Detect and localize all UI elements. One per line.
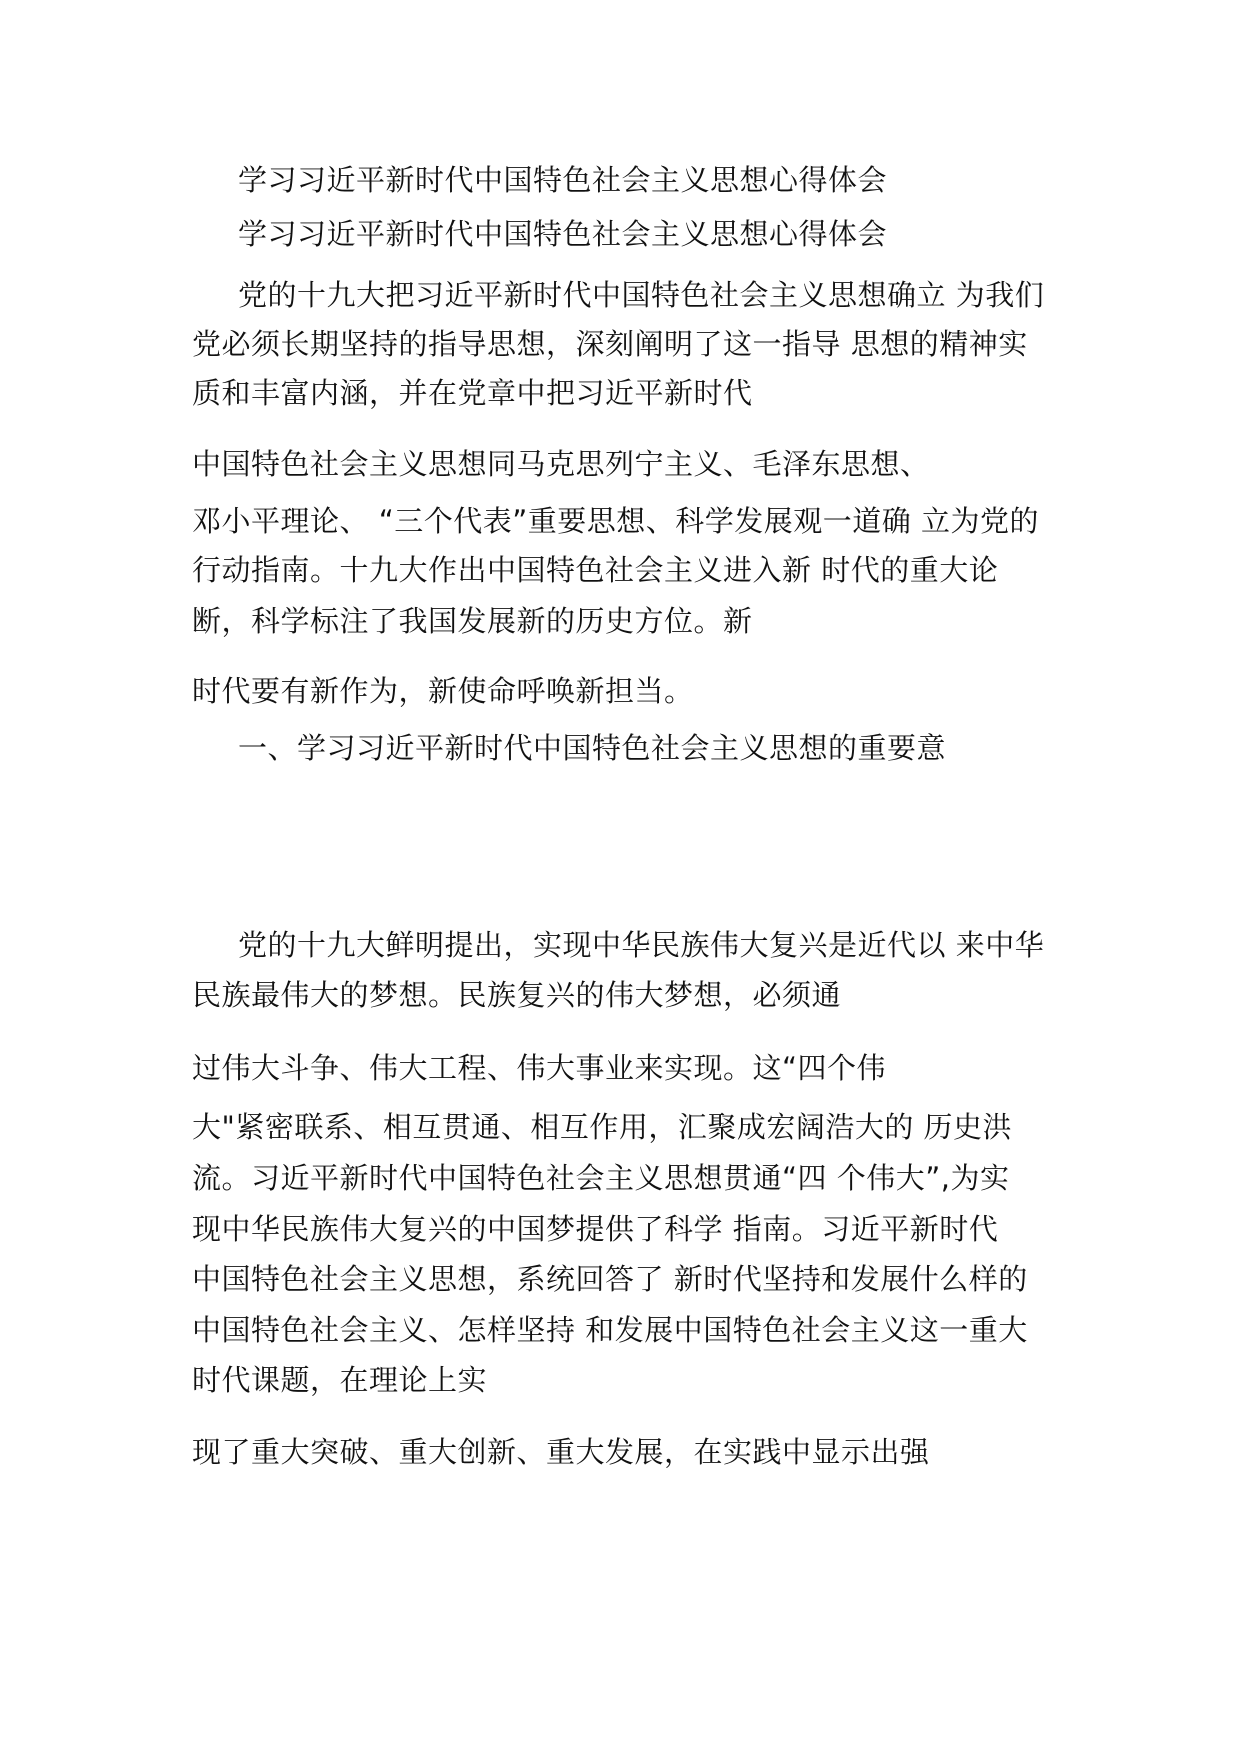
body-line: 党的十九大把习近平新时代中国特色社会主义思想确立 为我们 — [238, 278, 1045, 312]
body-line: 邓小平理论、 “三个代表”重要思想、科学发展观一道确 立为党的 — [192, 504, 1039, 538]
body-line: 流。习近平新时代中国特色社会主义思想贯通“四 个伟大”,为实 — [192, 1161, 1010, 1195]
body-line: 中国特色社会主义思想同马克思列宁主义、毛泽东思想、 — [192, 447, 930, 481]
body-line: 中国特色社会主义、怎样坚持 和发展中国特色社会主义这一重大 — [192, 1313, 1028, 1347]
body-line: 断，科学标注了我国发展新的历史方位。新 — [192, 604, 753, 638]
body-line: 过伟大斗争、伟大工程、伟大事业来实现。这“四个伟 — [192, 1051, 887, 1085]
title-line: 学习习近平新时代中国特色社会主义思想心得体会 — [238, 217, 888, 251]
body-line: 现了重大突破、重大创新、重大发展，在实践中显示出强 — [192, 1435, 930, 1469]
body-line: 现中华民族伟大复兴的中国梦提供了科学 指南。习近平新时代 — [192, 1212, 999, 1246]
body-line: 大"紧密联系、相互贯通、相互作用，汇聚成宏阔浩大的 历史洪 — [192, 1110, 1013, 1144]
body-line: 党的十九大鲜明提出，实现中华民族伟大复兴是近代以 来中华 — [238, 928, 1045, 962]
body-line: 质和丰富内涵，并在党章中把习近平新时代 — [192, 376, 753, 410]
body-line: 民族最伟大的梦想。民族复兴的伟大梦想，必须通 — [192, 978, 842, 1012]
body-line: 时代要有新作为，新使命呼唤新担当。 — [192, 674, 694, 708]
body-line: 党必须长期坚持的指导思想，深刻阐明了这一指导 思想的精神实 — [192, 327, 1028, 361]
title-line: 学习习近平新时代中国特色社会主义思想心得体会 — [238, 163, 888, 197]
body-line: 中国特色社会主义思想，系统回答了 新时代坚持和发展什么样的 — [192, 1262, 1028, 1296]
body-line: 行动指南。十九大作出中国特色社会主义进入新 时代的重大论 — [192, 553, 999, 587]
body-line: 时代课题，在理论上实 — [192, 1363, 488, 1397]
section-heading: 一、学习习近平新时代中国特色社会主义思想的重要意 — [238, 731, 947, 765]
